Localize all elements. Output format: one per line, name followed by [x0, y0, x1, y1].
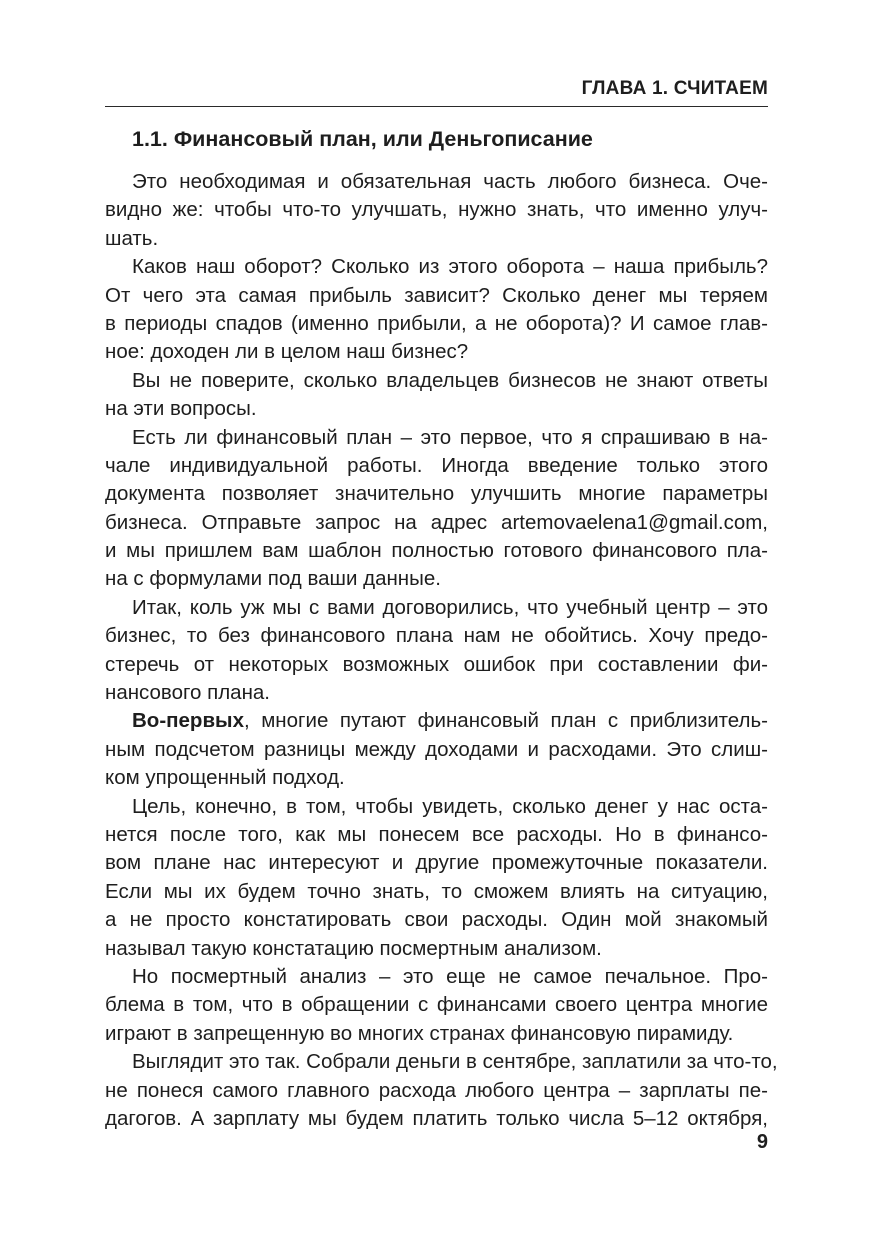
paragraph	[105, 253, 768, 367]
text-line: Но посмертный анализ – это еще не самое печальное. Про-	[132, 964, 768, 988]
paragraph	[105, 793, 768, 963]
text-line: блема в том, что в обращении с финансами своего центра многие	[105, 993, 768, 1017]
text-line: Каков наш оборот? Сколько из этого оборота – наша прибыль?	[132, 255, 768, 279]
text-line: ное: доходен ли в целом наш бизнес?	[105, 340, 469, 364]
text-line: не понеся самого главного расхода любого центра – зарплаты пе-	[105, 1078, 768, 1102]
text-line: Вы не поверите, сколько владельцев бизнесов не знают ответы	[132, 368, 768, 392]
paragraph	[105, 168, 768, 253]
page-number: 9	[756, 1131, 768, 1153]
text-line: бизнес, то без финансового плана нам не обойтись. Хочу предо-	[105, 624, 768, 648]
text-line: документа позволяет значительно улучшить многие параметры	[105, 482, 768, 506]
text-line: шать.	[105, 226, 159, 250]
text-line	[105, 707, 768, 735]
chapter-title: ГЛАВА 1. СЧИТАЕМ	[581, 78, 768, 99]
text-line: называл такую констатацию посмертным анализом.	[105, 936, 602, 960]
text-line: в периоды спадов (именно прибыли, а не оборота)? И самое глав-	[105, 311, 768, 335]
text-line: на с формулами под ваши данные.	[105, 567, 441, 591]
text-line: а не просто констатировать свои расходы. Один мой знакомый	[105, 908, 768, 932]
section-title: 1.1. Финансовый план, или Деньгописание	[132, 127, 593, 151]
text-line: нется после того, как мы понесем все расходы. Но в финансо-	[105, 822, 768, 846]
text-line: вом плане нас интересуют и другие промежуточные показатели.	[105, 851, 768, 875]
text-line: Выглядит это так. Собрали деньги в сентябре, заплатили за что-то,	[132, 1050, 778, 1074]
text-line: От чего эта самая прибыль зависит? Сколько денег мы теряем	[105, 283, 768, 307]
paragraph	[105, 367, 768, 424]
text-line: на эти вопросы.	[105, 397, 257, 421]
text-line: видно же: чтобы что-то улучшать, нужно знать, что именно улуч-	[105, 198, 768, 222]
text-line: играют в запрещенную во многих странах финансовую пирамиду.	[105, 1021, 734, 1045]
text-line: Если мы их будем точно знать, то сможем влиять на ситуацию,	[105, 879, 768, 903]
paragraph	[105, 963, 768, 1048]
body-text	[105, 168, 778, 1133]
running-header	[105, 78, 768, 107]
paragraph	[105, 424, 768, 594]
text-line: бизнеса. Отправьте запрос на адрес artemovaelena1@gmail.com,	[105, 510, 768, 534]
text-line: стеречь от некоторых возможных ошибок при составлении фи-	[105, 652, 768, 676]
text-line: ком упрощенный подход.	[105, 766, 345, 790]
text-line: Есть ли финансовый план – это первое, что я спрашиваю в на-	[132, 425, 768, 449]
text-line: Это необходимая и обязательная часть любого бизнеса. Оче-	[132, 170, 768, 193]
text-line: Цель, конечно, в том, чтобы увидеть, сколько денег у нас оста-	[132, 794, 768, 818]
text-line: ным подсчетом разницы между доходами и расходами. Это слиш-	[105, 737, 768, 761]
text-line: дагогов. А зарплату мы будем платить только числа 5–12 октября,	[105, 1106, 768, 1130]
text-segment: , многие путают финансовый план с приблизитель-	[243, 709, 768, 733]
text-line: нансового плана.	[105, 681, 270, 705]
paragraph	[105, 707, 768, 792]
text-line: чале индивидуальной работы. Иногда введение только этого	[105, 453, 768, 477]
paragraph	[105, 1048, 778, 1133]
bold-lead: Во-первых	[132, 709, 244, 733]
text-line: и мы пришлем вам шаблон полностью готового финансового пла-	[105, 539, 768, 563]
text-line: Итак, коль уж мы с вами договорились, что учебный центр – это	[132, 595, 768, 619]
paragraph	[105, 594, 768, 708]
